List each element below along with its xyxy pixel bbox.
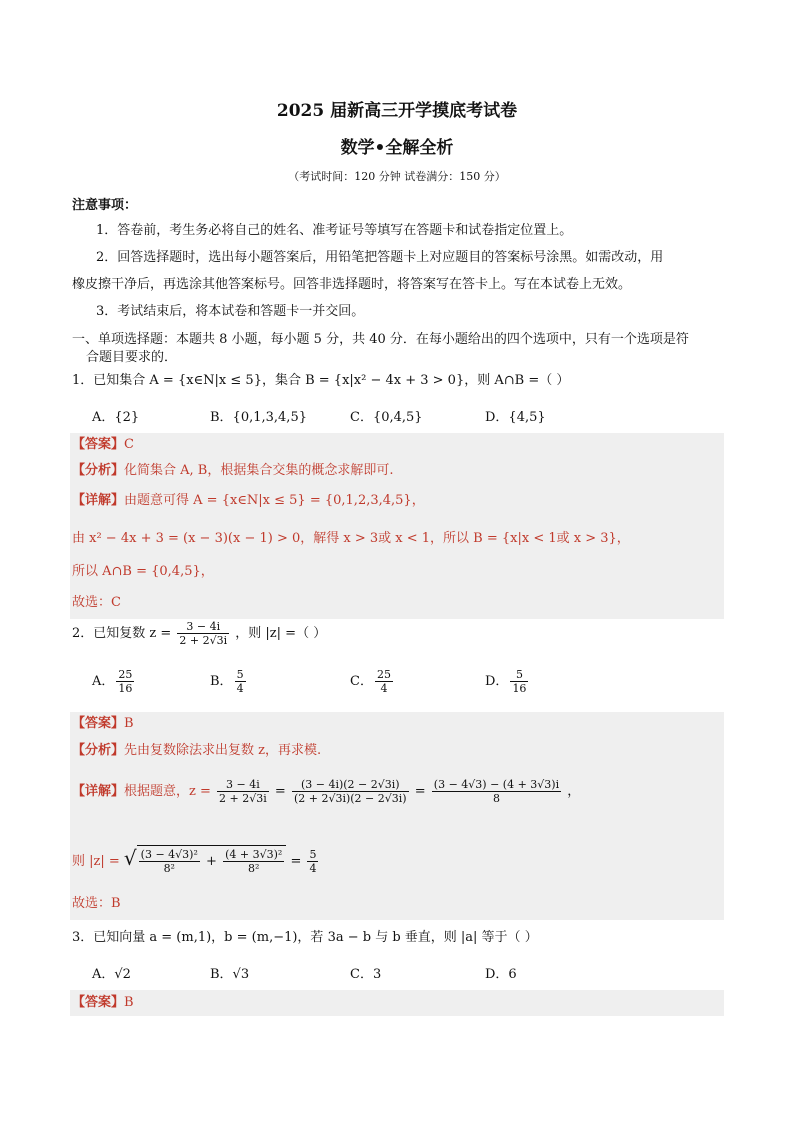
question-1-stem: 1．已知集合 A = {x∈N|x ≤ 5}，集合 B = {x|x² − 4x + 3 > 0}，则 A∩B =（ ）: [72, 373, 570, 388]
analysis-tag: 【分析】: [72, 463, 125, 478]
q2-mod-res-num: 5: [309, 848, 317, 861]
q3-option-a: A．√2: [92, 967, 131, 982]
q2-answer-value: B: [124, 716, 134, 731]
q2-option-a: [92, 668, 136, 695]
answer-tag: 【答案】: [72, 437, 125, 452]
q2-option-d-frac: [510, 668, 528, 695]
sqrt-symbol: √: [123, 846, 137, 870]
q2-choose: [72, 895, 121, 913]
q2-mod-res-den: 4: [309, 862, 317, 875]
answer-tag: 【答案】: [72, 995, 125, 1010]
detail-tag: 【详解】: [72, 784, 125, 799]
q2-option-c-label: C．: [350, 674, 373, 689]
q1-detail-3: 所以 A∩B = {0,4,5}，: [72, 564, 214, 579]
q2-option-a-label: A．: [92, 674, 115, 689]
notice-heading: 注意事项：: [72, 198, 138, 213]
q2-option-d-den: 16: [512, 682, 527, 695]
q2-f1-num: 3 − 4i: [217, 778, 269, 792]
q2-mod-frac-a: [139, 848, 200, 875]
q2-mod-frac-b: [223, 848, 284, 875]
q2-f2-den: (2 + 2√3i)(2 − 2√3i): [293, 792, 407, 805]
q2-mod-b-num: (4 + 3√3)²: [225, 848, 283, 861]
q2-option-b-num: 5: [236, 668, 244, 681]
analysis-tag: 【分析】: [72, 743, 125, 758]
q2-answer: [72, 715, 134, 733]
q1-detail-2: 由 x² − 4x + 3 = (x − 3)(x − 1) > 0，解得 x > 3或 x < 1，所以 B = {x|x < 1或 x > 3}，: [72, 531, 630, 546]
q2-f3-num: (3 − 4√3) − (4 + 3√3)i: [433, 778, 560, 791]
q2-option-d-num: 5: [510, 668, 528, 682]
q1-detail-1: [72, 492, 425, 510]
q2-mod-a-num: (3 − 4√3)²: [140, 848, 198, 861]
q1-answer-value: C: [124, 437, 134, 452]
page-title: 2025 届新高三开学摸底考试卷: [276, 101, 518, 121]
q2-choose-value: B: [111, 896, 121, 911]
q3-option-c: C．3: [350, 967, 382, 982]
q2-option-b: [210, 668, 248, 695]
q2-option-c-den: 4: [380, 682, 388, 695]
q1-option-d: D．{4,5}: [485, 410, 546, 425]
q2-mod-result: [307, 848, 318, 875]
q3-option-b: B．√3: [210, 967, 250, 982]
q1-choose: [72, 594, 121, 612]
q1-choose-value: C: [111, 595, 121, 610]
notice-item-2: 2．回答选择题时，选出每小题答案后，用铅笔把答题卡上对应题目的答案标号涂黑。如需改动，用: [96, 250, 664, 265]
notice-item-3: 3．考试结束后，将本试卷和答题卡一并交回。: [96, 304, 365, 319]
q2-option-c-frac: [375, 668, 393, 695]
q1-option-c: C．{0,4,5}: [350, 410, 423, 425]
q1-option-b: B．{0,1,3,4,5}: [210, 410, 307, 425]
q2-stem-post: ，则 |z| =（ ）: [235, 626, 327, 641]
choose-label: 故选：: [72, 595, 112, 610]
q2-analysis: [72, 742, 321, 760]
q2-detail-pre: 根据题意，z =: [124, 784, 211, 799]
q2-mod-a-den: 8²: [163, 862, 175, 875]
exam-time-note: （考试时间：120 分钟 试卷满分：150 分）: [288, 170, 506, 183]
q2-detail: 【详解】根据题意，z = $\frac{3 - 4i}{2 + 2√3i}$ = $\frac{(3 - 4i)(2 - 2√3i)}{(2 + 2√3i)(2 - 2√3i)}$ = $\frac{(3 - 4√3) - (4 + 3√3)i}{8}$ ，: [72, 778, 581, 805]
q2-detail-frac-1: [217, 778, 269, 805]
choose-label: 故选：: [72, 896, 112, 911]
notice-item-2-cont: 橡皮擦干净后，再选涂其他答案标号。回答非选择题时，将答案写在答卡上。写在本试卷上无效。: [72, 277, 632, 292]
q2-stem-num: 3 − 4i: [177, 620, 229, 634]
q2-option-a-frac: [116, 668, 134, 695]
q2-option-b-label: B．: [210, 674, 233, 689]
q2-option-d-label: D．: [485, 674, 509, 689]
q2-stem-pre: 2．已知复数 z =: [72, 626, 172, 641]
q2-option-d: [485, 668, 530, 695]
q3-answer-value: B: [124, 995, 134, 1010]
q1-answer: [72, 436, 134, 454]
q2-stem-fraction: [177, 620, 229, 647]
q2-mod-b-den: 8²: [247, 862, 260, 875]
q2-option-b-den: 4: [236, 682, 244, 695]
q3-answer: [72, 994, 134, 1012]
q2-detail-frac-3: [432, 778, 561, 805]
q2-analysis-text: 先由复数除法求出复数 z，再求模.: [124, 743, 322, 758]
q2-modulus: 则 |z| = √ $\frac{\text{(3 − 4√3)²}}{\text{8²}}$ + $\frac{\text{(4 + 3√3)²}}{\text{8²}}$ = $\frac{5}{4}$: [72, 846, 317, 875]
q2-detail-frac-2: [292, 778, 409, 805]
q2-f3-den: 8: [492, 792, 500, 805]
section-heading: 一、单项选择题：本题共 8 小题，每小题 5 分，共 40 分．在每小题给出的四个选项中，只有一个选项是符: [72, 332, 689, 347]
detail-tag: 【详解】: [72, 493, 125, 508]
question-3-stem: 3．已知向量 a = (m,1)，b = (m,−1)，若 3a − b 与 b 垂直，则 |a| 等于（ ）: [72, 930, 538, 945]
q2-mod-radicand: $\frac{\text{(3 − 4√3)²}}{\text{8²}}$ + $\frac{\text{(4 + 3√3)²}}{\text{8²}}$: [137, 845, 287, 875]
q2-f1-den: 2 + 2√3i: [219, 792, 267, 805]
answer-tag: 【答案】: [72, 716, 125, 731]
q1-detail-1-text: 由题意可得 A = {x∈N|x ≤ 5} = {0,1,2,3,4,5}，: [124, 493, 425, 508]
notice-item-1: 1．答卷前，考生务必将自己的姓名、准考证号等填写在答题卡和试卷指定位置上。: [96, 223, 573, 238]
q1-analysis-text: 化简集合 A, B，根据集合交集的概念求解即可.: [124, 463, 394, 478]
q1-analysis: [72, 462, 394, 480]
q2-option-a-num: 25: [118, 668, 133, 681]
q3-solution-panel: [70, 990, 724, 1016]
q1-solution-panel: [70, 433, 724, 619]
q2-detail-post: ，: [567, 784, 581, 799]
q2-option-c: [350, 668, 395, 695]
question-2-stem: [72, 620, 326, 647]
q3-option-d: D．6: [485, 967, 517, 982]
q2-option-a-den: 16: [118, 682, 133, 695]
q2-mod-pre: 则 |z| =: [72, 854, 120, 869]
q1-option-a: A．{2}: [92, 410, 140, 425]
q2-f2-num: (3 − 4i)(2 − 2√3i): [292, 778, 409, 792]
q2-option-b-frac: [235, 668, 246, 695]
q2-option-c-num: 25: [376, 668, 391, 681]
q2-stem-den: 2 + 2√3i: [179, 634, 228, 647]
page-subtitle: 数学•全解全析: [340, 138, 454, 158]
section-heading-cont: 合题目要求的．: [86, 350, 178, 365]
